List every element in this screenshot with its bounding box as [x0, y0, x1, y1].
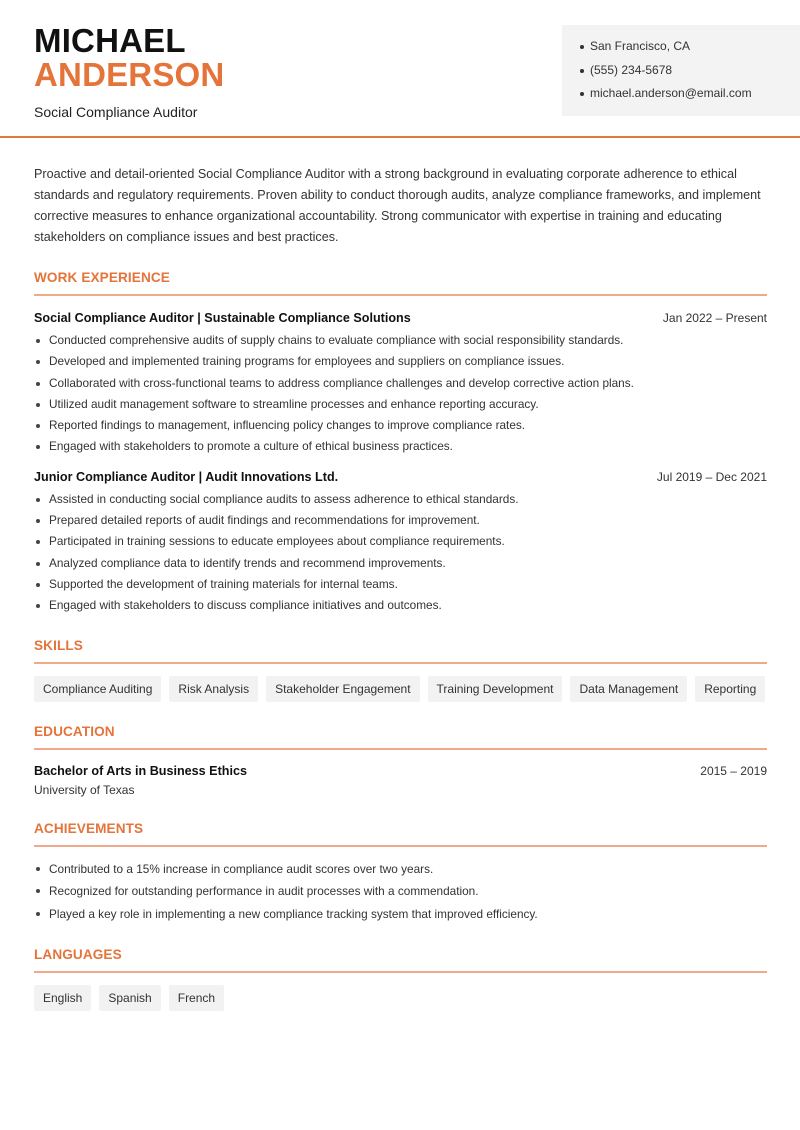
resume-header [0, 0, 800, 138]
list-item: Prepared detailed reports of audit findings and recommendations for improvement. [34, 510, 767, 531]
job-bullets [34, 330, 767, 458]
language-tag: English [34, 985, 91, 1011]
skill-tag: Stakeholder Engagement [266, 676, 419, 702]
section-divider [34, 662, 767, 664]
job-entry-title: Junior Compliance Auditor | Audit Innovations Ltd. [34, 469, 339, 484]
job-entry-title: Social Compliance Auditor | Sustainable Compliance Solutions [34, 311, 411, 325]
bullet-icon [36, 339, 40, 343]
bullet-icon [36, 867, 40, 871]
section-title-education: EDUCATION [34, 723, 115, 739]
bullet-icon [36, 382, 40, 386]
job-entry [34, 470, 767, 617]
location-text: San Francisco, CA [590, 39, 691, 53]
list-item: Analyzed compliance data to identify trends and recommend improvements. [34, 553, 767, 574]
email-text[interactable]: michael.anderson@email.com [590, 86, 752, 100]
education-date: 2015 – 2019 [700, 763, 767, 778]
bullet-icon [580, 45, 584, 49]
summary: Proactive and detail-oriented Social Compliance Auditor with a strong background in evaluating corporate adherence to ethical standards and regulatory requirements. Proven ability to conduct thorough audits, analyze compliance frameworks, and implement corrective measures to enhance organizational accountability. Strong communicator with expertise in training and educating stakeholders on compliance issues and best practices. [34, 167, 761, 244]
section-work [34, 270, 767, 617]
section-title-languages: LANGUAGES [34, 947, 122, 963]
skill-tag: Risk Analysis [169, 676, 258, 702]
section-achievements [34, 821, 767, 926]
section-divider [34, 971, 767, 973]
name-block [34, 24, 224, 120]
list-item: Conducted comprehensive audits of supply chains to evaluate compliance with social responsibility standards. [34, 330, 767, 351]
resume-body [34, 164, 767, 1011]
skill-tags [34, 676, 767, 702]
contact-phone [580, 63, 800, 87]
list-item: Engaged with stakeholders to promote a culture of ethical business practices. [34, 436, 767, 457]
bullet-icon [36, 403, 40, 407]
list-item: Participated in training sessions to educate employees about compliance requirements. [34, 531, 767, 552]
job-bullets [34, 489, 767, 617]
bullet-icon [36, 540, 40, 544]
education-entry [34, 764, 767, 797]
list-item: Assisted in conducting social compliance audits to assess adherence to ethical standards. [34, 489, 767, 510]
section-title-achievements: ACHIEVEMENTS [34, 820, 144, 836]
section-education [34, 724, 767, 797]
skill-tag: Training Development [428, 676, 563, 702]
job-entry [34, 311, 767, 458]
bullet-icon [36, 519, 40, 523]
skill-tag: Reporting [695, 676, 765, 702]
list-item: Developed and implemented training programs for employees and suppliers on compliance issues. [34, 351, 767, 372]
language-tag: Spanish [99, 985, 160, 1011]
achievement-list [34, 858, 767, 926]
list-item: Reported findings to management, influencing policy changes to improve compliance rates. [34, 415, 767, 436]
contact-box [562, 25, 800, 116]
language-tags [34, 985, 767, 1011]
skill-tag: Compliance Auditing [34, 676, 161, 702]
list-item: Played a key role in implementing a new compliance tracking system that improved efficiency. [34, 903, 767, 926]
list-item: Recognized for outstanding performance in audit processes with a commendation. [34, 880, 767, 903]
bullet-icon [36, 583, 40, 587]
list-item: Supported the development of training materials for internal teams. [34, 574, 767, 595]
job-entry-date: Jan 2022 – Present [662, 311, 767, 325]
bullet-icon [36, 889, 40, 893]
last-name: ANDERSON [34, 56, 225, 93]
bullet-icon [36, 498, 40, 502]
bullet-icon [580, 92, 584, 96]
section-divider [34, 748, 767, 750]
first-name: MICHAEL [34, 22, 186, 59]
bullet-icon [36, 604, 40, 608]
section-languages [34, 947, 767, 1011]
section-title-work: WORK EXPERIENCE [34, 270, 170, 285]
job-title: Social Compliance Auditor [34, 104, 198, 120]
phone-text: (555) 234-5678 [590, 62, 673, 77]
education-school: University of Texas [34, 782, 135, 797]
section-divider [34, 845, 767, 847]
contact-email [580, 86, 800, 110]
language-tag: French [169, 985, 224, 1011]
bullet-icon [36, 424, 40, 428]
section-divider [34, 294, 767, 296]
list-item: Utilized audit management software to streamline processes and enhance reporting accuracy. [34, 394, 767, 415]
bullet-icon [580, 69, 584, 73]
section-title-skills: SKILLS [34, 637, 83, 653]
list-item: Engaged with stakeholders to discuss compliance initiatives and outcomes. [34, 595, 767, 616]
education-degree: Bachelor of Arts in Business Ethics [34, 763, 247, 778]
contact-location [580, 39, 800, 63]
bullet-icon [36, 360, 40, 364]
job-entry-date: Jul 2019 – Dec 2021 [656, 469, 767, 484]
section-skills [34, 638, 767, 702]
bullet-icon [36, 562, 40, 566]
bullet-icon [36, 445, 40, 449]
list-item: Contributed to a 15% increase in compliance audit scores over two years. [34, 858, 767, 881]
bullet-icon [36, 912, 40, 916]
skill-tag: Data Management [570, 676, 687, 702]
list-item: Collaborated with cross-functional teams to address compliance challenges and develop corrective action plans. [34, 373, 767, 394]
